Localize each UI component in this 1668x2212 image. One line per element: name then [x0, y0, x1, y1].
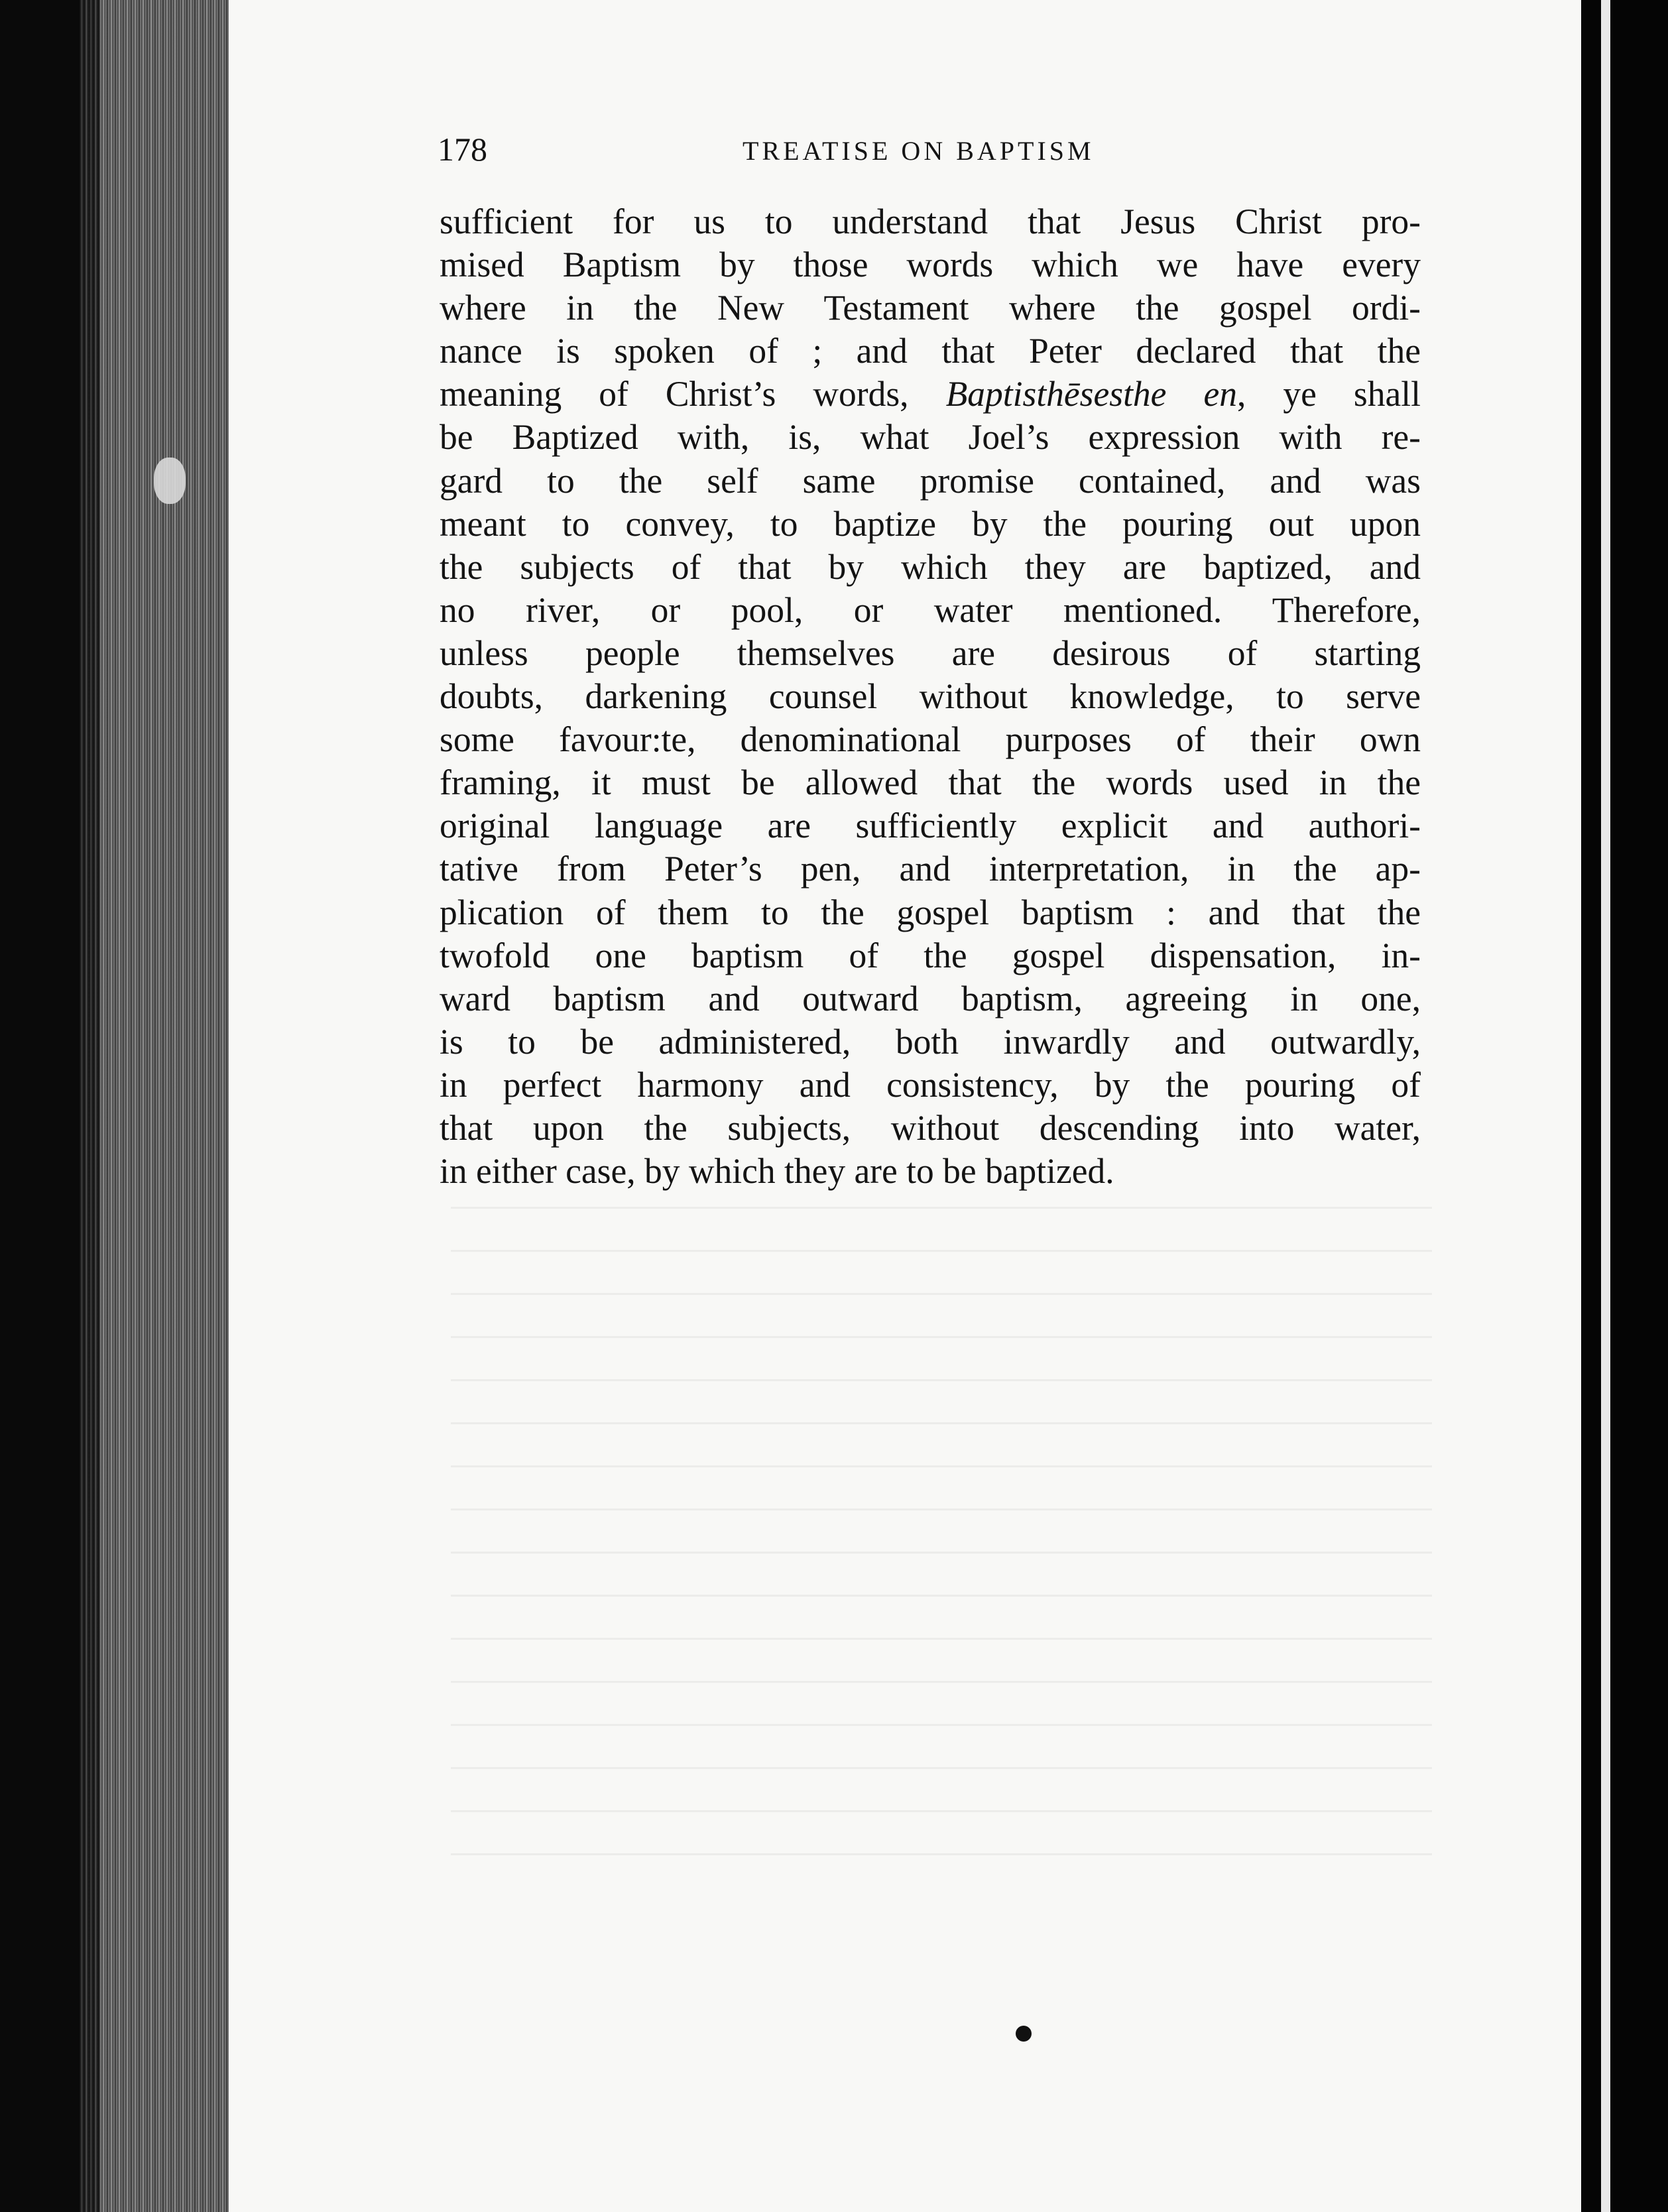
page-number: 178: [438, 131, 487, 168]
text-line: ward baptism and outward baptism, agreeing in one,: [440, 978, 1421, 1018]
right-gutter: [1581, 0, 1668, 2212]
text-line: plication of them to the gospel baptism : and that the: [440, 892, 1421, 932]
running-head: [438, 129, 1419, 176]
text-segment: , ye shall: [1236, 374, 1421, 414]
text-line: in either case, by which they are to be baptized.: [440, 1151, 1114, 1192]
text-line: mised Baptism by those words which we have every: [440, 245, 1421, 285]
paper-smudge: [154, 458, 186, 504]
text-line: is to be administered, both inwardly and outwardly,: [440, 1021, 1421, 1062]
transliterated-greek: Baptisthēsesthe en: [945, 374, 1237, 414]
binding-shadow: [0, 0, 80, 2212]
text-line: twofold one baptism of the gospel dispensation, in-: [440, 935, 1421, 975]
text-line: where in the New Testament where the gospel ordi-: [440, 288, 1421, 328]
text-line: some favour:te, denominational purposes of their own: [440, 719, 1421, 760]
text-line: in perfect harmony and consistency, by the pouring of: [440, 1064, 1421, 1105]
text-line-with-greek: [440, 373, 1421, 416]
text-line: be Baptized with, is, what Joel’s expression with re-: [440, 417, 1421, 458]
text-segment: meaning of Christ’s words,: [440, 374, 946, 414]
page-dot-mark: [1016, 2026, 1032, 2042]
running-title: TREATISE ON BAPTISM: [743, 136, 1095, 166]
text-line: gard to the self same promise contained, and was: [440, 460, 1421, 501]
text-line: tative from Peter’s pen, and interpretation, in the ap-: [440, 849, 1421, 889]
text-line: doubts, darkening counsel without knowledge, to serve: [440, 676, 1421, 717]
body-paragraph: [440, 200, 1421, 1193]
next-page-edge: [1601, 0, 1610, 2212]
text-line: unless people themselves are desirous of starting: [440, 633, 1421, 673]
text-line: that upon the subjects, without descending into water,: [440, 1107, 1421, 1148]
text-line: nance is spoken of ; and that Peter declared that the: [440, 331, 1421, 371]
text-line: sufficient for us to understand that Jesus Christ pro-: [440, 202, 1421, 241]
text-line: the subjects of that by which they are baptized, and: [440, 546, 1421, 587]
stacked-page-edges: [99, 0, 232, 2212]
text-line: meant to convey, to baptize by the pouring out upon: [440, 503, 1421, 544]
text-line: original language are sufficiently explicit and authori-: [440, 806, 1421, 846]
text-line: no river, or pool, or water mentioned. Therefore,: [440, 589, 1421, 630]
text-line: framing, it must be allowed that the words used in the: [440, 763, 1421, 803]
show-through-text: [451, 1207, 1432, 1896]
